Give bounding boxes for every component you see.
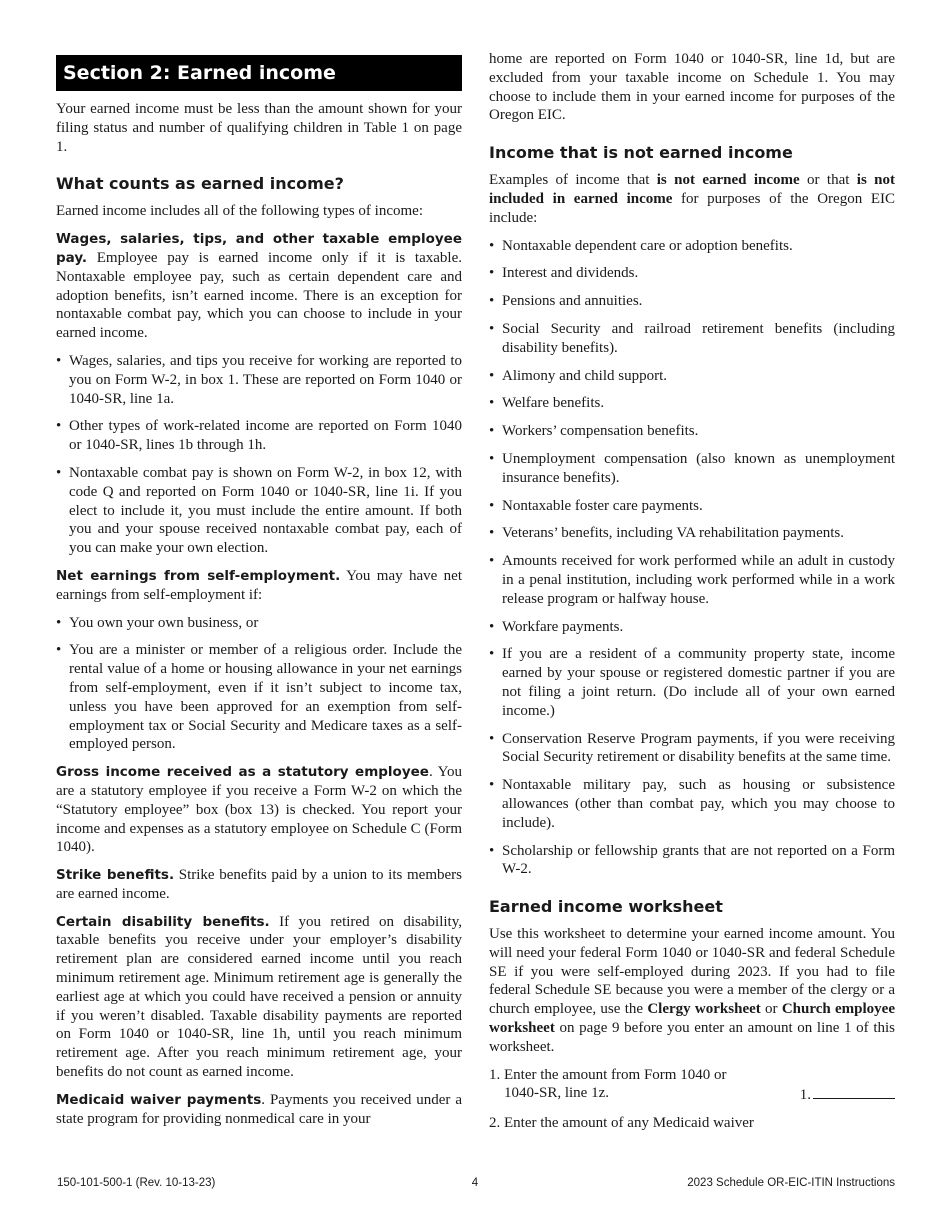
- medicaid-paragraph: [56, 1091, 462, 1129]
- left-column: [56, 50, 462, 1137]
- list-item: • You are a minister or member of a religious order. Include the rental value of a home or housing allowance in your net earnings from self-employment, even if it isn’t subject to income tax, unless you have been approved for an exemption from self-employment tax or Social Security and Medicare taxes as a self-employed person.: [56, 641, 462, 754]
- line-number: 1.: [489, 1066, 501, 1083]
- intro-text: or: [760, 1001, 782, 1018]
- list-item: • Pensions and annuities.: [489, 292, 895, 311]
- statutory-body: . You are a statutory employee if you receive a Form W-2 on which the “Statutory employee” box (box 13) is checked. You report your income and expenses as a statutory employee on Schedule C (Form 1040).: [56, 764, 462, 856]
- footer-title: 2023 Schedule OR-EIC-ITIN Instructions: [687, 1177, 895, 1189]
- intro-bold: Clergy worksheet: [647, 1001, 761, 1018]
- line-ref: 1.: [799, 1087, 811, 1104]
- amount-blank[interactable]: [813, 1084, 895, 1099]
- list-item: • Alimony and child support.: [489, 367, 895, 386]
- list-item: • Social Security and railroad retirement benefits (including disability benefits).: [489, 320, 895, 358]
- list-item: • Workfare payments.: [489, 618, 895, 637]
- disability-body: If you retired on disability, taxable benefits you receive under your employer’s disability retirement plan are considered earned income until you reach minimum retirement age. Minimum retirement age is generally the earliest age at which you could have received a pension or annuity if you weren’t disabled. Taxable disability payments are reported on Form 1040 or 1040-SR, line 1h, until you reach minimum retirement age. After you reach minimum retirement age, your benefits do not count as earned income.: [56, 913, 462, 1081]
- disability-lead: Certain disability benefits.: [56, 913, 270, 930]
- medicaid-lead: Medicaid waiver payments: [56, 1091, 262, 1108]
- strike-paragraph: [56, 866, 462, 904]
- disability-paragraph: [56, 913, 462, 1082]
- statutory-lead: Gross income received as a statutory employee: [56, 764, 429, 781]
- list-item: • Other types of work-related income are reported on Form 1040 or 1040-SR, lines 1b through 1h.: [56, 417, 462, 455]
- intro-bold: is not earned income: [656, 172, 800, 189]
- intro-text: on page 9 before you enter an amount on line 1 of this worksheet.: [489, 1020, 895, 1055]
- self-employment-paragraph: [56, 567, 462, 605]
- medicaid-body: . Payments you received under a state program for providing nonmedical care in your: [56, 1091, 462, 1127]
- line-text: Enter the amount from Form 1040 or: [504, 1066, 727, 1083]
- list-item: • Welfare benefits.: [489, 394, 895, 413]
- list-item: • If you are a resident of a community property state, income earned by your spouse or registered domestic partner if you are not filing a joint return. (Do include all of your own earned income.): [489, 645, 895, 720]
- types-intro: Earned income includes all of the following types of income:: [56, 203, 423, 220]
- list-item: • Nontaxable foster care payments.: [489, 497, 895, 516]
- self-employment-list: [56, 614, 462, 755]
- worksheet-line-1: [489, 1066, 895, 1106]
- intro-bold: Church employee worksheet: [489, 1001, 895, 1037]
- worksheet-intro: [489, 925, 895, 1057]
- amount-entry[interactable]: [800, 1084, 895, 1105]
- list-item: • Conservation Reserve Program payments, if you were receiving Social Security retirement or disability benefits at the same time.: [489, 730, 895, 768]
- intro-text: Examples of income that: [489, 172, 657, 189]
- line-text: 1040-SR, line 1z.: [504, 1085, 609, 1102]
- list-item: • Nontaxable combat pay is shown on Form W-2, in box 12, with code Q and reported on Form 1040 or 1040-SR, line 1i. If you elect to include it, you must include the entire amount. If both you and your spouse received nontaxable combat pay, each of you can make your own election.: [56, 464, 462, 558]
- self-employment-lead: Net earnings from self-employment.: [56, 567, 341, 584]
- footer-form-id: 150-101-500-1 (Rev. 10-13-23): [57, 1177, 216, 1189]
- list-item: • Scholarship or fellowship grants that are not reported on a Form W-2.: [489, 842, 895, 880]
- heading-what-counts: What counts as earned income?: [56, 174, 344, 194]
- wages-body: Employee pay is earned income only if it is taxable. Nontaxable employee pay, such as certain dependent care and adoption benefits, isn’t earned income. There is an exception for nontaxable combat pay, which you can choose to include in your earned income.: [56, 249, 462, 342]
- wages-paragraph: [56, 230, 462, 343]
- list-item: • Unemployment compensation (also known as unemployment insurance benefits).: [489, 450, 895, 488]
- worksheet-line-2: [489, 1114, 895, 1133]
- section-banner: Section 2: Earned income: [56, 55, 462, 91]
- strike-lead: Strike benefits.: [56, 867, 175, 884]
- continuation-paragraph: home are reported on Form 1040 or 1040-SR, line 1d, but are excluded from your taxable income on Schedule 1. You may choose to include them in your earned income for purposes of the Oregon EIC.: [489, 51, 895, 124]
- list-item: • Wages, salaries, and tips you receive for working are reported to you on Form W-2, in box 1. These are reported on Form 1040 or 1040-SR, line 1a.: [56, 352, 462, 408]
- line-number: 2.: [489, 1115, 501, 1132]
- heading-not-earned: Income that is not earned income: [489, 143, 793, 163]
- section-intro: Your earned income must be less than the amount shown for your filing status and number of qualifying children in Table 1 on page 1.: [56, 101, 462, 155]
- intro-text: Use this worksheet to determine your earned income amount. You will need your federal Form 1040 or 1040-SR and federal Schedule SE if you were self-employed during 2023. If you had to file federal Schedule SE because you were a member of the clergy or a church employee, use the: [489, 926, 895, 1018]
- strike-body: Strike benefits paid by a union to its members are earned income.: [56, 867, 462, 902]
- not-earned-list: [489, 237, 895, 880]
- list-item: • Workers’ compensation benefits.: [489, 422, 895, 441]
- wages-list: [56, 352, 462, 558]
- line-text: Enter the amount of any Medicaid waiver: [504, 1115, 754, 1132]
- list-item: • Nontaxable military pay, such as housing or subsistence allowances (other than combat pay, which you may choose to include).: [489, 776, 895, 832]
- list-item: • Nontaxable dependent care or adoption benefits.: [489, 237, 895, 256]
- list-item: • Interest and dividends.: [489, 264, 895, 283]
- list-item: • Amounts received for work performed while an adult in custody in a penal institution, including work performed while in a work release program or halfway house.: [489, 552, 895, 608]
- intro-text: for purposes of the Oregon EIC include:: [489, 190, 895, 226]
- line-text-row: [504, 1084, 895, 1105]
- list-item: • You own your own business, or: [56, 614, 462, 633]
- intro-text: or that: [799, 172, 857, 189]
- statutory-paragraph: [56, 763, 462, 857]
- intro-bold: is not included in earned income: [489, 172, 895, 207]
- not-earned-intro: [489, 171, 895, 227]
- wages-lead: Wages, salaries, tips, and other taxable employee pay.: [56, 231, 462, 266]
- right-column: [489, 50, 895, 1142]
- footer-page-number: 4: [471, 1177, 479, 1189]
- heading-worksheet: Earned income worksheet: [489, 897, 723, 917]
- self-employment-body: You may have net earnings from self-employment if:: [56, 567, 462, 603]
- list-item: • Veterans’ benefits, including VA rehabilitation payments.: [489, 524, 895, 543]
